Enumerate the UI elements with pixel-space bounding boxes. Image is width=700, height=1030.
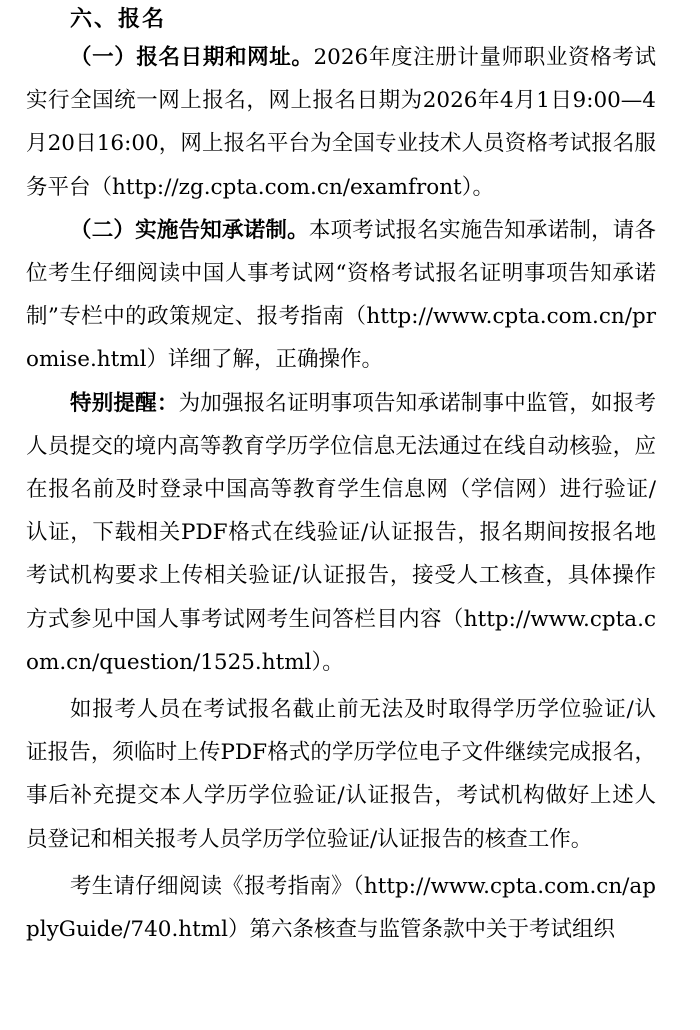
paragraph-label: （二）实施告知承诺制。 [70, 217, 309, 243]
document-page [26, 0, 656, 951]
paragraph-text: 本项考试报名实施告知承诺制，请各位考生仔细阅读中国人事考试网“资格考试报名证明事项告知承诺制”专栏中的政策规定、报考指南（http://www.cpta.com.cn/promise.html）详细了解，正确操作。 [26, 217, 656, 373]
paragraph-text: 如报考人员在考试报名截止前无法及时取得学历学位验证/认证报告，须临时上传PDF格式的学历学位电子文件继续完成报名，事后补充提交本人学历学位验证/认证报告，考试机构做好上述人员登记和相关报考人员学历学位验证/认证报告的核查工作。 [26, 697, 656, 852]
paragraph-text: 为加强报名证明事项告知承诺制事中监管，如报考人员提交的境内高等教育学历学位信息无法通过在线自动核验，应在报名前及时登录中国高等教育学生信息网（学信网）进行验证/认证，下载相关PDF格式在线验证/认证报告，报名期间按报名地考试机构要求上传相关验证/认证报告，接受人工核查，具体操作方式参见中国人事考试网考生问答栏目内容（http://www.cpta.com.cn/question/1525.html）。 [26, 390, 656, 675]
paragraph-label: 特别提醒： [70, 390, 179, 416]
paragraph-label: （一）报名日期和网址。 [70, 45, 314, 70]
paragraph-commitment [26, 209, 656, 382]
paragraph-text: 2026年度注册计量师职业资格考试实行全国统一网上报名，网上报名日期为2026年4月1日9:00—4月20日16:00，网上报名平台为全国专业技术人员资格考试报名服务平台（http://zg.cpta.com.cn/examfront）。 [26, 45, 656, 200]
paragraph-temporary-upload [26, 688, 656, 861]
paragraph-guide-reminder [26, 865, 656, 951]
paragraph-special-reminder [26, 382, 656, 684]
section-heading: 六、报名 [70, 6, 167, 32]
paragraph-registration-date [26, 36, 656, 209]
paragraph-text: 考生请仔细阅读《报考指南》（http://www.cpta.com.cn/applyGuide/740.html）第六条核查与监管条款中关于考试组织 [26, 873, 656, 943]
